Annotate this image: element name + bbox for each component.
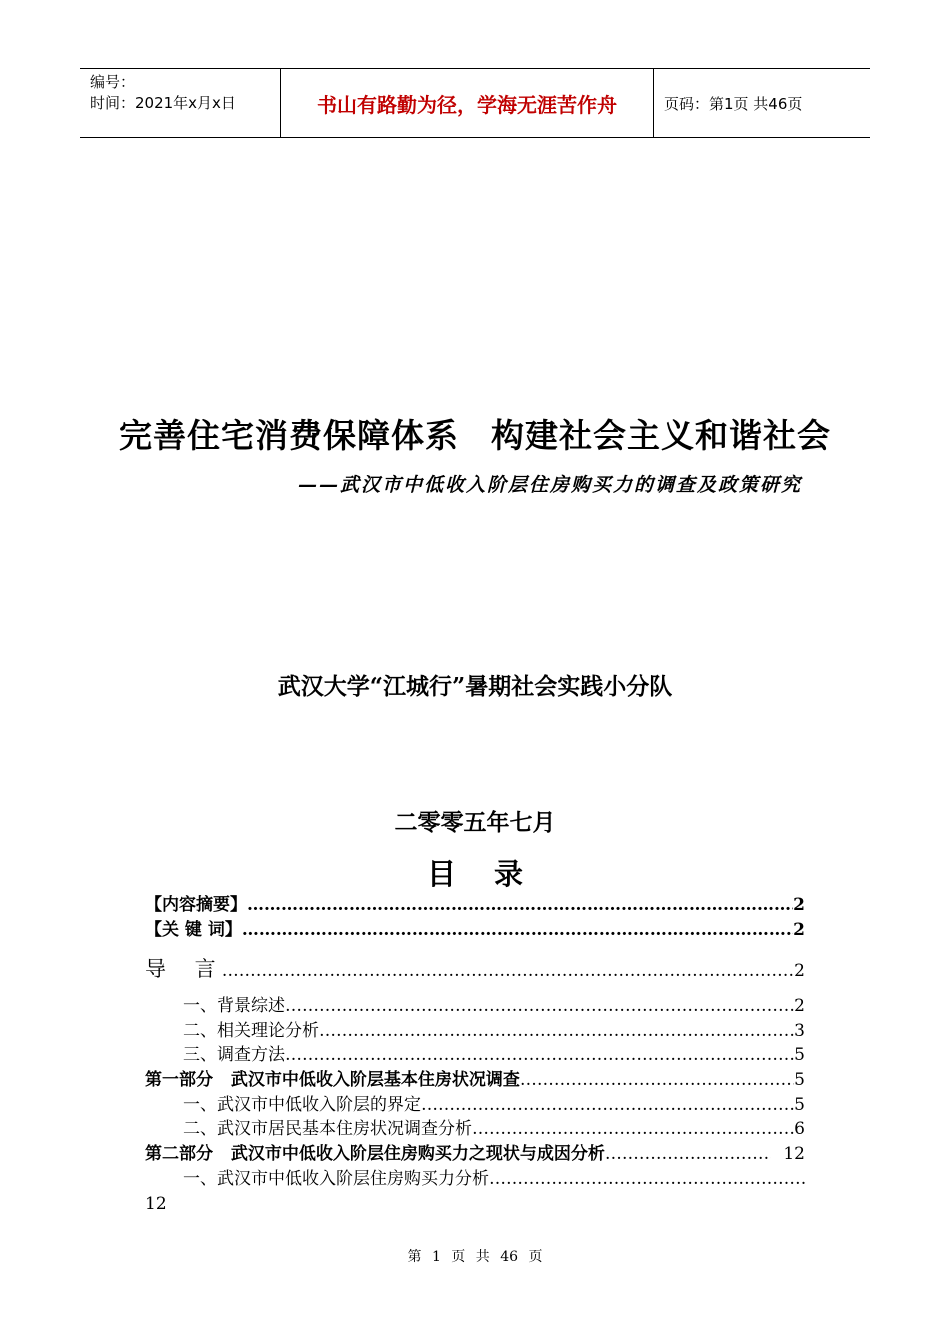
toc-entry-page: 6	[794, 1119, 805, 1139]
header-page-info: 页码：第1页 共46页	[664, 94, 803, 113]
toc-entry-label: 二、相关理论分析	[183, 1021, 319, 1041]
toc-entry-page: 2	[794, 996, 805, 1016]
toc-leader-dots	[319, 1020, 794, 1042]
toc-entry-label: 导 言	[145, 957, 216, 981]
time-label: 时间：2021年x月x日	[90, 94, 236, 112]
toc-leader-dots	[489, 1168, 805, 1190]
title-part1: 完善住宅消费保障体系	[119, 416, 459, 455]
toc-entry-purchasing-power[interactable]	[183, 1168, 805, 1190]
document-subtitle: ——武汉市中低收入阶层住房购买力的调查及政策研究	[297, 474, 802, 496]
toc-entry-page: 5	[794, 1095, 805, 1115]
document-date: 二零零五年七月	[394, 809, 556, 836]
number-label: 编号：	[90, 73, 136, 91]
toc-entry-survey[interactable]	[183, 1118, 805, 1140]
toc-entry-page: 12	[145, 1194, 167, 1214]
toc-entry-label: 一、背景综述	[183, 996, 285, 1016]
toc-entry-page: 2	[793, 920, 805, 940]
toc-leader-dots	[242, 919, 793, 941]
toc-entry-part1[interactable]	[145, 1069, 805, 1091]
toc-entry-label: 三、调查方法	[183, 1045, 285, 1065]
toc-entry-label: 一、武汉市中低收入阶层住房购买力分析	[183, 1169, 489, 1189]
toc-entry-label: 【关 键 词】	[145, 920, 242, 940]
toc-leader-dots	[285, 995, 794, 1017]
page-footer: 第 1 页 共 46 页	[407, 1249, 543, 1265]
toc-title: 目录	[426, 857, 561, 891]
toc-entry-part2[interactable]	[145, 1143, 805, 1165]
toc-leader-dots	[605, 1143, 771, 1165]
toc-entry-label: 二、武汉市居民基本住房状况调查分析	[183, 1119, 472, 1139]
toc-entry-page: 3	[794, 1021, 805, 1041]
toc-entry-introduction[interactable]	[145, 958, 805, 982]
toc-entry-page: 2	[793, 895, 805, 915]
toc-entry-method[interactable]	[183, 1044, 805, 1066]
title-part2: 构建社会主义和谐社会	[491, 416, 831, 455]
toc-entry-abstract[interactable]	[145, 894, 805, 916]
toc-entry-keywords[interactable]	[145, 919, 805, 941]
toc-entry-purchasing-power-page	[145, 1193, 167, 1215]
toc-leader-dots	[222, 960, 794, 982]
toc-leader-dots	[520, 1069, 794, 1091]
toc-entry-page: 5	[794, 1070, 805, 1090]
document-header	[80, 68, 870, 138]
toc-entry-label: 第一部分 武汉市中低收入阶层基本住房状况调查	[145, 1070, 520, 1090]
team-name: 武汉大学“江城行”暑期社会实践小分队	[277, 673, 673, 700]
header-meta	[80, 69, 281, 137]
toc-entry-label: 【内容摘要】	[145, 895, 247, 915]
toc-entry-label: 一、武汉市中低收入阶层的界定	[183, 1095, 421, 1115]
toc-entry-page: 5	[794, 1045, 805, 1065]
toc-leader-dots	[421, 1094, 794, 1116]
toc-entry-page: 2	[794, 961, 805, 981]
toc-entry-page: 12	[783, 1144, 805, 1164]
toc-entry-theory[interactable]	[183, 1020, 805, 1042]
toc-entry-definition[interactable]	[183, 1094, 805, 1116]
toc-leader-dots	[285, 1044, 794, 1066]
header-motto: 书山有路勤为径，学海无涯苦作舟	[281, 69, 654, 137]
toc-entry-label: 第二部分 武汉市中低收入阶层住房购买力之现状与成因分析	[145, 1144, 605, 1164]
toc-leader-dots	[247, 894, 793, 916]
toc-leader-dots	[472, 1118, 794, 1140]
document-title	[0, 410, 950, 457]
toc-entry-background[interactable]	[183, 995, 805, 1017]
